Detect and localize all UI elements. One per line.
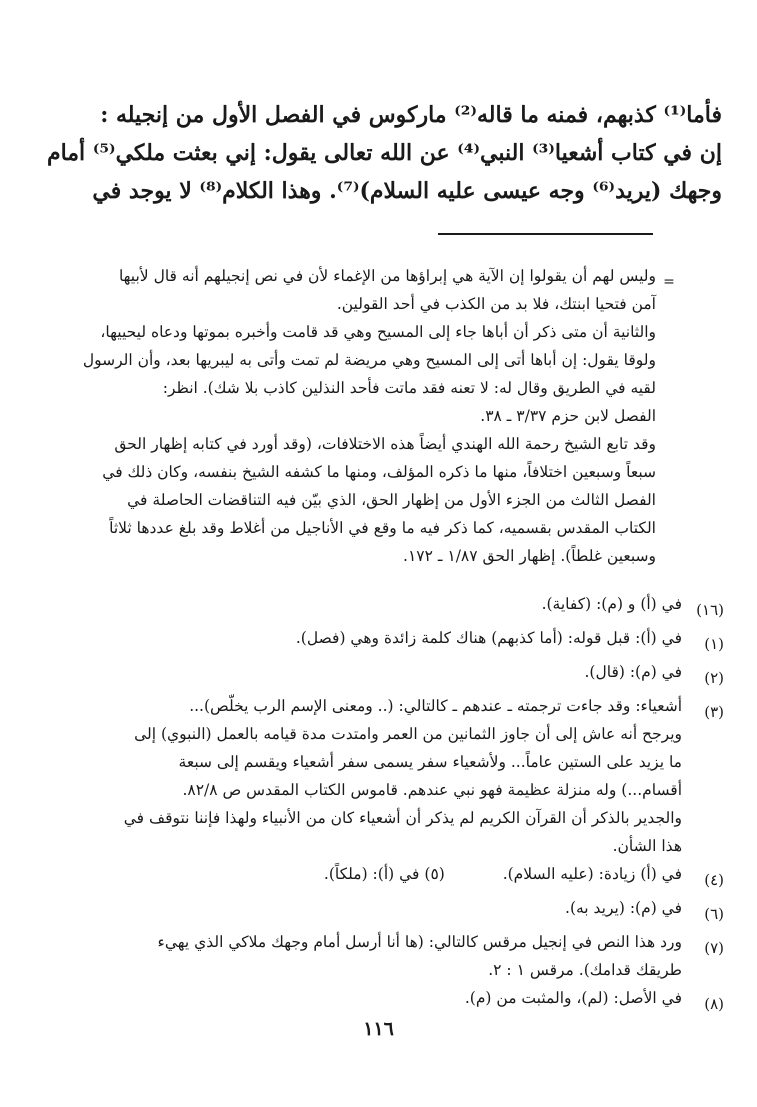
note-line: الفصل لابن حزم ٣/٣٧ ـ ٣٨. [480,407,656,425]
footnotes [66,590,724,1018]
note-line: آمن فتحيا ابنتك، فلا بد من الكذب في أحد القولين. [336,295,656,313]
footnote [66,624,724,658]
footnote-line: أقسام...) وله منزلة عظيمة فهو نبي عندهم. قاموس الكتاب المقدس ص ٨٢/٨. [182,781,682,799]
footnote-line: ما يزيد على الستين عاماً... ولأشعياء سفر يسمى سفر أشعياء ويقسم إلى سبعة [178,753,682,771]
page-number: ١١٦ [363,1018,394,1040]
footnote-line: أشعياء: وقد جاءت ترجمته ـ عندهم ـ كالتالي: (.. ومعنى الإسم الرب يخلّص)... [189,697,682,715]
note-line: ولوقا يقول: إن أباها أتى إلى المسيح وهي مريضة لم تمت وأتى به ليبريها بعد، وأن الرسول [82,351,656,369]
footnote-number: (١) [704,635,724,653]
footnote-line-text: في (أ): (ملكاً). [323,865,420,883]
footnote-line: طريقك قدامك). مرقس ١ : ٢. [488,961,682,979]
footnote-number: (٧) [704,939,724,957]
footnote [66,658,724,692]
footnote-number: (١٦) [696,601,724,619]
footnote [66,590,724,624]
footnote-line-text: في (أ) زيادة: (عليه السلام). [502,865,682,883]
footnote-text [66,894,688,922]
footnote-line: والجدير بالذكر أن القرآن الكريم لم يذكر أن أشعياء كان من الأنبياء ولهذا فإننا نتوقف في [123,809,682,827]
note-line: لقيه في الطريق وقال له: لا تعنه فقد ماتت فأحد النذلين كاذب بلا شك). انظر: [162,379,656,397]
main-text-line: فأما⁽¹⁾ كذبهم، فمنه ما قاله⁽²⁾ ماركوس في الفصل الأول من إنجيله : [100,102,722,128]
note-line: وسبعين غلطاً). إظهار الحق ١/٨٧ ـ ١٧٢. [403,547,656,565]
footnote-number: (٨) [704,995,724,1013]
footnote-number: (٥) [424,865,445,883]
footnote-line: في (م): (يريد به). [565,899,682,917]
footnote-line: ويرجح أنه عاش إلى أن جاوز الثمانين من العمر وامتدت مدة قيامه بالعمل (النبوي) إلى [134,725,682,743]
footnote-line: ورد هذا النص في إنجيل مرقس كالتالي: (ها أنا أرسل أمام وجهك ملاكي الذي يهيء [157,933,682,951]
footnote-text [66,590,688,618]
footnote-line [66,860,682,888]
footnote [66,928,724,984]
footnote-line: في (أ) و (م): (كفاية). [541,595,682,613]
note-line: الفصل الثالث من الجزء الأول من إظهار الحق، الذي بيّن فيه التناقضات الحاصلة في [127,491,656,509]
main-text-line: إن في كتاب أشعيا⁽³⁾ النبي⁽⁴⁾ عن الله تعالى يقول: إني بعثت ملكي⁽⁵⁾ أمام [46,140,722,166]
footnote-text [66,860,688,888]
footnote-number: (٤) [704,871,724,889]
footnote-separator [438,233,653,235]
footnote-line: في (م): (قال). [584,663,682,681]
footnote-text [66,928,688,984]
footnote [66,692,724,860]
footnote-number: (٦) [704,905,724,923]
note-line: الكتاب المقدس بقسميه، كما ذكر فيه ما وقع في الأناجيل من أغلاط وقد بلغ عددها ثلاثاً [109,519,656,537]
main-text [36,96,722,210]
footnote-text [66,624,688,652]
footnote-text [66,984,688,1012]
main-text-line: وجهك (يريد⁽⁶⁾ وجه عيسى عليه السلام)⁽⁷⁾. وهذا الكلام⁽⁸⁾ لا يوجد في [92,178,722,204]
footnote-line: هذا الشأن. [612,837,682,855]
footnote-number: (٢) [704,669,724,687]
footnote-text [66,692,688,860]
note-line: والثانية أن متى ذكر أن أباها جاء إلى المسيح وهي قد قامت وأخبره بموتها ودعاه ليحييها، [100,323,656,341]
footnote [66,860,724,894]
footnote [66,984,724,1018]
continuation-marker: = [663,274,675,290]
note-line: وقد تابع الشيخ رحمة الله الهندي أيضاً هذه الاختلافات، (وقد أورد في كتابه إظهار الحق [114,435,656,453]
footnote-number: (٣) [704,703,724,721]
footnote-line: في الأصل: (لم)، والمثبت من (م). [464,989,682,1007]
note-line: وليس لهم أن يقولوا إن الآية هي إبراؤها من الإغماء لأن في نص إنجيلهم أنه قال لأبيها [118,267,656,285]
footnote-line: في (أ): قبل قوله: (أما كذبهم) هناك كلمة زائدة وهي (فصل). [295,629,682,647]
note-line: سبعاً وسبعين اختلافاً، منها ما ذكره المؤلف، ومنها ما كشفه الشيخ بنفسه، وكان ذلك في [102,463,656,481]
footnote [66,894,724,928]
footnote-text [66,658,688,686]
continued-footnote [76,262,656,570]
